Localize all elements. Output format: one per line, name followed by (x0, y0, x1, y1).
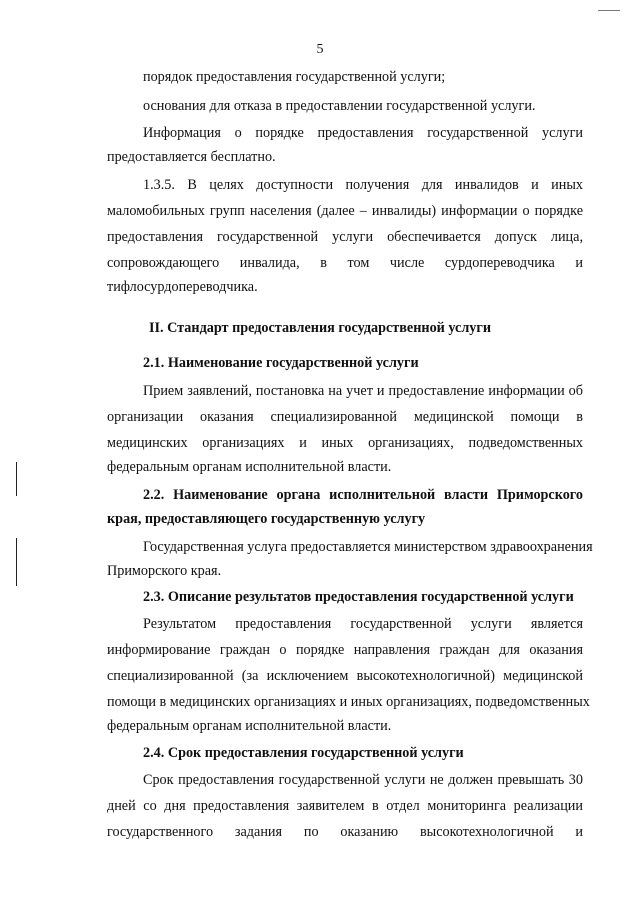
chapter-heading: II. Стандарт предоставления государственной услуги (148, 320, 492, 336)
text-line: основания для отказа в предоставлении государственной услуги. (143, 98, 536, 114)
text-line: 1.3.5. В целях доступности получения для инвалидов и иных (143, 177, 583, 193)
scan-margin-mark (16, 538, 17, 586)
text-line: Прием заявлений, постановка на учет и предоставление информации об (143, 383, 583, 399)
text-line: Государственная услуга предоставляется министерством здравоохранения (143, 539, 593, 555)
text-line: дней со дня предоставления заявителем в отдел мониторинга реализации (107, 798, 583, 814)
text-line: сопровождающего инвалида, в том числе сурдопереводчика и (107, 255, 583, 271)
text-line: предоставляется бесплатно. (107, 149, 276, 165)
page-number: 5 (316, 42, 324, 57)
text-line: федеральным органам исполнительной власти. (107, 718, 392, 734)
text-line: Результатом предоставления государственной услуги является (143, 616, 583, 632)
text-line: государственного задания по оказанию высокотехнологичной и (107, 824, 583, 840)
text-line: порядок предоставления государственной услуги; (143, 69, 446, 85)
section-heading: края, предоставляющего государственную услугу (107, 511, 426, 527)
section-heading: 2.2. Наименование органа исполнительной власти Приморского (143, 487, 583, 503)
text-line: помощи в медицинских организациях и иных организациях, подведомственных (107, 694, 590, 710)
text-line: федеральным органам исполнительной власти. (107, 459, 392, 475)
text-line: Информация о порядке предоставления государственной услуги (143, 125, 583, 141)
text-line: специализированной (за исключением высокотехнологичной) медицинской (107, 668, 583, 684)
text-line: организации оказания специализированной медицинской помощи в (107, 409, 583, 425)
scan-margin-mark (16, 462, 17, 496)
text-line: маломобильных групп населения (далее – инвалиды) информации о порядке (107, 203, 583, 219)
section-heading: 2.4. Срок предоставления государственной услуги (143, 745, 464, 761)
section-heading: 2.1. Наименование государственной услуги (143, 355, 419, 371)
text-line: информирование граждан о порядке направления граждан для оказания (107, 642, 583, 658)
text-line: тифлосурдопереводчика. (107, 279, 258, 295)
text-line: предоставления государственной услуги обеспечивается допуск лица, (107, 229, 583, 245)
text-line: медицинских организациях и иных организациях, подведомственных (107, 435, 583, 451)
text-line: Приморского края. (107, 563, 222, 579)
text-line: Срок предоставления государственной услуги не должен превышать 30 (143, 772, 583, 788)
section-heading: 2.3. Описание результатов предоставления государственной услуги (143, 589, 574, 605)
scan-corner-mark (598, 10, 620, 11)
